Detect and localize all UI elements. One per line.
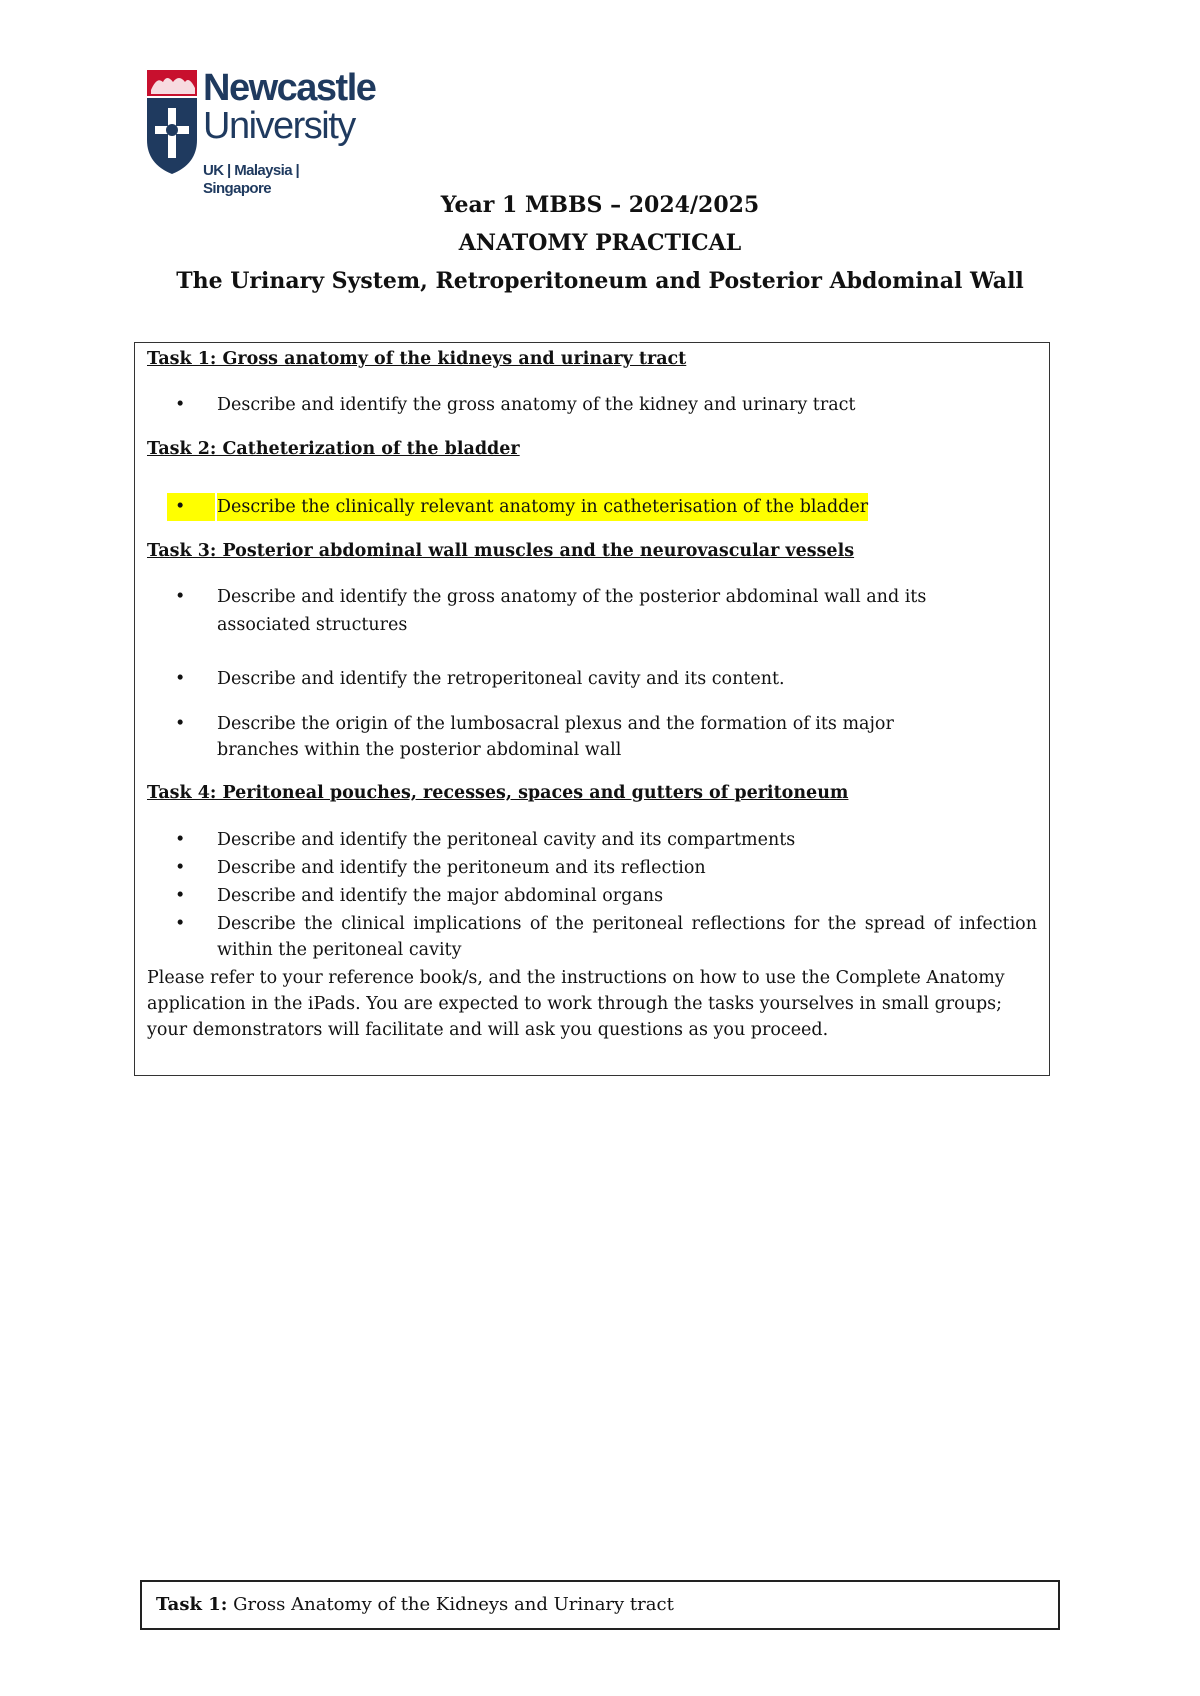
footer-task-label: Task 1: bbox=[156, 1594, 228, 1615]
task1-bullet: • Describe and identify the gross anatomy of the kidney and urinary tract bbox=[217, 391, 1017, 419]
task2-heading: Task 2: Catheterization of the bladder bbox=[147, 439, 520, 459]
practical-subtitle: The Urinary System, Retroperitoneum and Posterior Abdominal Wall bbox=[176, 268, 1024, 294]
footer-task-text: Gross Anatomy of the Kidneys and Urinary tract bbox=[227, 1594, 674, 1615]
bullet-icon: • bbox=[175, 587, 186, 607]
bullet-icon: • bbox=[175, 714, 186, 734]
bullet-icon: • bbox=[175, 830, 186, 850]
document-header bbox=[0, 186, 1200, 300]
task3-heading: Task 3: Posterior abdominal wall muscles and the neurovascular vessels bbox=[147, 541, 855, 561]
task4-bullet-3: • Describe and identify the major abdominal organs bbox=[217, 883, 1017, 909]
logo-university-text: University bbox=[203, 105, 355, 147]
task4-bullet-2: • Describe and identify the peritoneum and its reflection bbox=[217, 855, 1017, 881]
task1-section-header-box bbox=[140, 1580, 1060, 1630]
bullet-icon: • bbox=[175, 858, 186, 878]
instructions-note: Please refer to your reference book/s, and the instructions on how to use the Complete Anatomy application in the iPads. You are expected to work through the tasks yourselves in small groups; your demonstrators will facilitate and will ask you questions as you proceed. bbox=[147, 968, 1005, 1040]
bullet-icon: • bbox=[175, 395, 186, 415]
task-overview-box bbox=[134, 342, 1050, 1076]
course-year: Year 1 MBBS – 2024/2025 bbox=[440, 192, 760, 218]
task4-bullet-4: • Describe the clinical implications of the peritoneal reflections for the spread of infection within the peritoneal cavity bbox=[217, 911, 1037, 963]
task1-heading: Task 1: Gross anatomy of the kidneys and urinary tract bbox=[147, 349, 687, 369]
practical-title: ANATOMY PRACTICAL bbox=[458, 230, 742, 256]
bullet-icon: • bbox=[175, 886, 186, 906]
task4-bullet-1: • Describe and identify the peritoneal cavity and its compartments bbox=[217, 827, 1017, 853]
crest-icon bbox=[145, 68, 201, 176]
task4-heading: Task 4: Peritoneal pouches, recesses, spaces and gutters of peritoneum bbox=[147, 783, 849, 803]
logo-locations-text: UK | Malaysia | Singapore bbox=[203, 162, 300, 197]
task3-bullet-2: • Describe and identify the retroperitoneal cavity and its content. bbox=[217, 665, 1017, 693]
task3-bullet-3: • Describe the origin of the lumbosacral plexus and the formation of its major branches within the posterior abdominal wall bbox=[217, 711, 957, 763]
bullet-icon: • bbox=[175, 669, 186, 689]
bullet-icon: • bbox=[175, 914, 186, 934]
university-logo bbox=[145, 67, 376, 197]
task3-bullet-1: • Describe and identify the gross anatomy of the posterior abdominal wall and its associated structures bbox=[217, 583, 1017, 639]
bullet-icon: • bbox=[167, 493, 215, 521]
logo-newcastle-text: Newcastle bbox=[203, 67, 376, 109]
task2-bullet-highlighted: • Describe the clinically relevant anatomy in catheterisation of the bladder bbox=[217, 493, 868, 521]
